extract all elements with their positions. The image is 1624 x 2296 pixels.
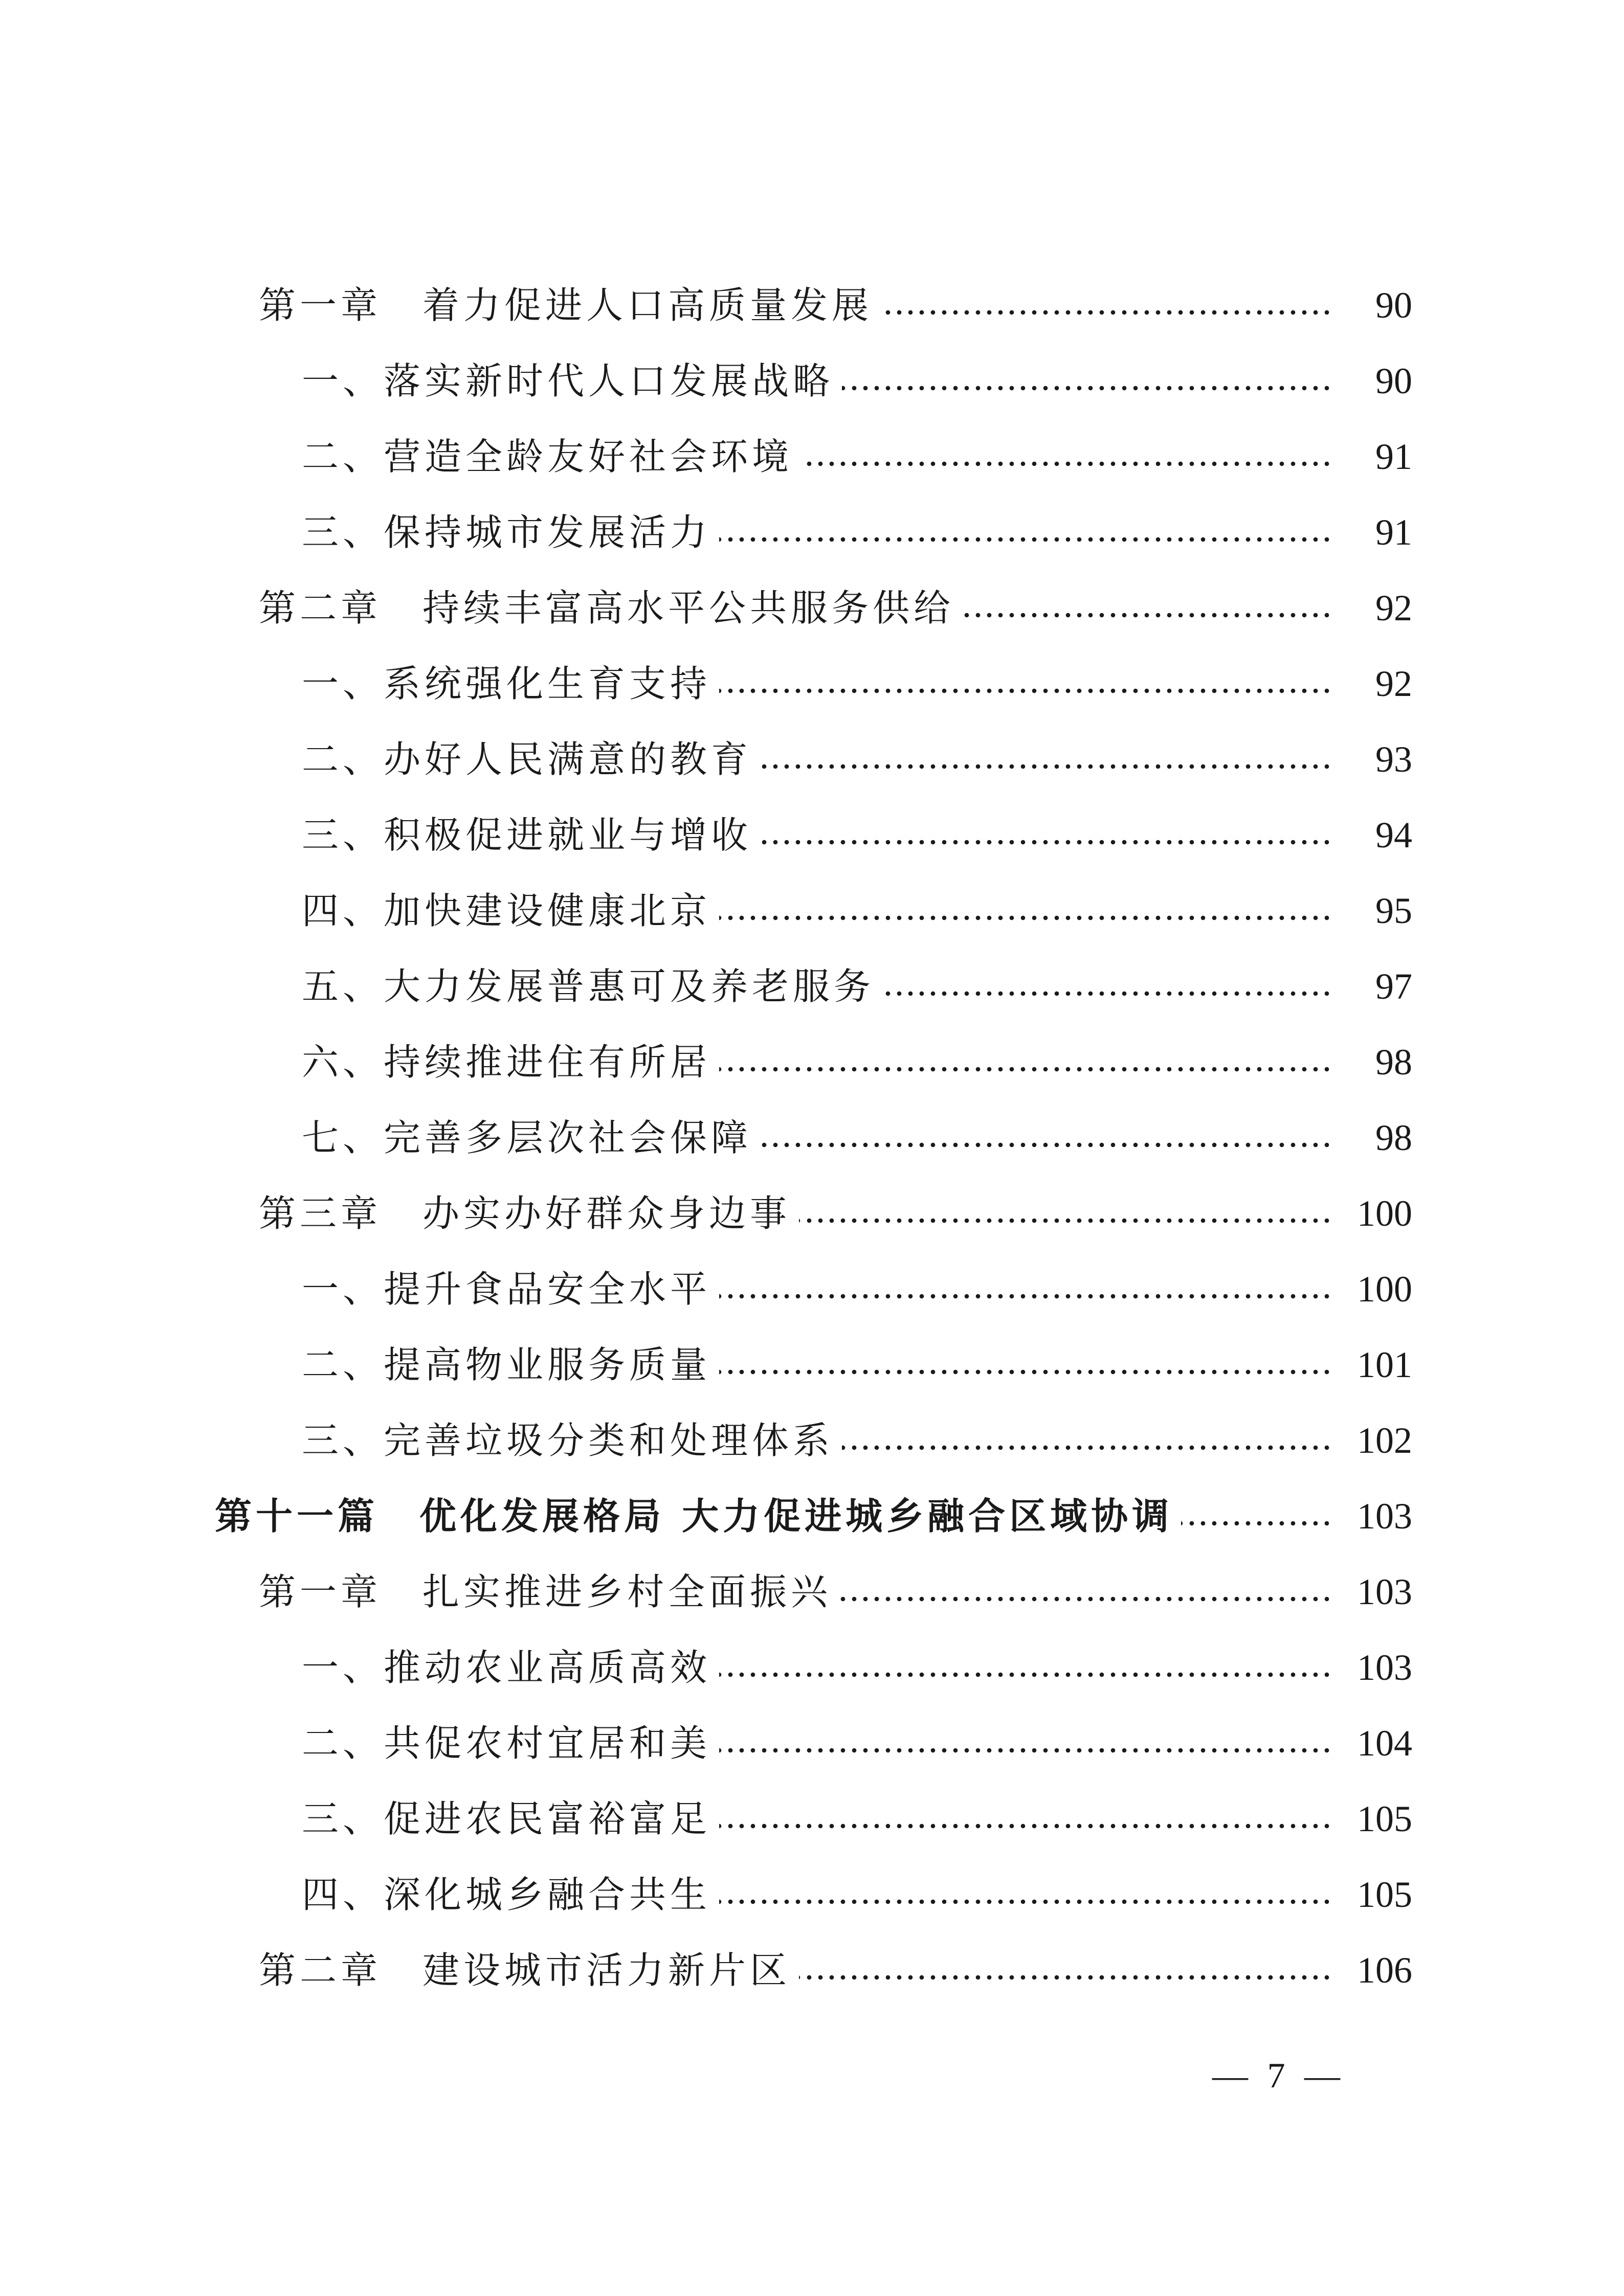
toc-entry-page: 98 <box>1375 1042 1412 1083</box>
toc-entry-title: 二、办好人民满意的教育 <box>302 738 752 781</box>
dot-leader <box>881 309 1332 316</box>
toc-entry[interactable] <box>259 1561 1412 1623</box>
toc-entry-title: 三、促进农民富裕富足 <box>302 1797 711 1840</box>
toc-entry[interactable] <box>302 1410 1412 1471</box>
toc-entry[interactable] <box>302 653 1412 714</box>
toc-entry-title: 第二章 持续丰富高水平公共服务供给 <box>259 587 955 629</box>
toc-entry[interactable] <box>259 275 1412 336</box>
toc-entry-page: 103 <box>1357 1647 1412 1688</box>
toc-entry-page: 100 <box>1357 1193 1412 1234</box>
dot-leader <box>799 1974 1332 1981</box>
toc-entry-page: 102 <box>1357 1420 1412 1461</box>
toc-entry[interactable] <box>302 1031 1412 1093</box>
dot-leader <box>719 687 1332 694</box>
toc-entry[interactable] <box>302 1334 1412 1395</box>
toc-entry-title: 第十一篇 优化发展格局 大力促进城乡融合区域协调 <box>215 1495 1173 1538</box>
toc-entry[interactable] <box>302 1258 1412 1320</box>
toc-entry[interactable] <box>302 1864 1412 1925</box>
dot-leader <box>840 1595 1332 1603</box>
toc-entry-page: 106 <box>1357 1950 1412 1991</box>
toc-entry-title: 一、落实新时代人口发展战略 <box>302 359 834 402</box>
toc-entry[interactable] <box>259 1940 1412 2001</box>
toc-entry-title: 二、提高物业服务质量 <box>302 1343 711 1386</box>
toc-entry-title: 六、持续推进住有所居 <box>302 1041 711 1084</box>
toc-entry-page: 101 <box>1357 1344 1412 1385</box>
toc-entry-part[interactable] <box>215 1485 1412 1547</box>
page-number: — 7 — <box>1212 2056 1345 2096</box>
toc-entry-page: 92 <box>1375 663 1412 704</box>
dot-leader <box>719 1822 1332 1830</box>
toc-entry-page: 105 <box>1357 1874 1412 1915</box>
toc-entry-page: 91 <box>1375 436 1412 477</box>
dot-leader <box>883 990 1332 997</box>
toc-entry-title: 第一章 扎实推进乡村全面振兴 <box>259 1570 832 1613</box>
toc-entry-page: 104 <box>1357 1723 1412 1764</box>
dot-leader <box>760 763 1332 770</box>
toc-entry-page: 103 <box>1357 1571 1412 1612</box>
toc-entry-page: 98 <box>1375 1117 1412 1158</box>
toc-entry[interactable] <box>302 1637 1412 1698</box>
toc-entry-page: 103 <box>1357 1496 1412 1537</box>
toc-entry-title: 五、大力发展普惠可及养老服务 <box>302 965 875 1008</box>
toc-entry-title: 二、营造全龄友好社会环境 <box>302 435 793 478</box>
toc-entry-page: 94 <box>1375 815 1412 856</box>
toc-entry-title: 第一章 着力促进人口高质量发展 <box>259 284 873 327</box>
dot-leader <box>719 536 1332 543</box>
toc-entry-title: 二、共促农村宜居和美 <box>302 1722 711 1765</box>
toc-entry-page: 92 <box>1375 588 1412 628</box>
dot-leader <box>801 460 1332 467</box>
toc-entry[interactable] <box>302 350 1412 412</box>
toc-entry-page: 93 <box>1375 739 1412 780</box>
dot-leader <box>760 839 1332 846</box>
toc-entry-page: 91 <box>1375 512 1412 553</box>
toc-entry-title: 三、积极促进就业与增收 <box>302 814 752 857</box>
toc-entry-page: 90 <box>1375 361 1412 401</box>
dot-leader <box>842 385 1332 392</box>
dot-leader <box>719 1368 1332 1376</box>
toc-entry-title: 四、加快建设健康北京 <box>302 889 711 932</box>
toc-entry-page: 97 <box>1375 966 1412 1007</box>
dot-leader <box>719 1066 1332 1073</box>
toc-entry-page: 95 <box>1375 890 1412 931</box>
toc-entry[interactable] <box>259 577 1412 639</box>
toc-entry-page: 90 <box>1375 285 1412 326</box>
dot-leader <box>760 1141 1332 1149</box>
dot-leader <box>842 1444 1332 1451</box>
dot-leader <box>719 1898 1332 1905</box>
dot-leader <box>1181 1520 1332 1527</box>
toc-entry-title: 第二章 建设城市活力新片区 <box>259 1949 791 1992</box>
toc-entry-title: 四、深化城乡融合共生 <box>302 1873 711 1916</box>
toc-entry-title: 一、系统强化生育支持 <box>302 662 711 705</box>
toc-entry-title: 三、保持城市发展活力 <box>302 511 711 554</box>
toc-entry-title: 一、提升食品安全水平 <box>302 1268 711 1311</box>
toc-entry[interactable] <box>302 426 1412 487</box>
dot-leader <box>963 612 1332 619</box>
toc-entry-title: 七、完善多层次社会保障 <box>302 1116 752 1159</box>
toc-entry[interactable] <box>302 956 1412 1017</box>
toc-entry[interactable] <box>302 880 1412 941</box>
toc-entry-title: 第三章 办实办好群众身边事 <box>259 1192 791 1235</box>
toc-entry-title: 一、推动农业高质高效 <box>302 1646 711 1689</box>
dot-leader <box>719 914 1332 921</box>
toc-entry[interactable] <box>302 1713 1412 1774</box>
toc-entry-title: 三、完善垃圾分类和处理体系 <box>302 1419 834 1462</box>
toc-entry-page: 105 <box>1357 1798 1412 1839</box>
toc-entry[interactable] <box>302 502 1412 563</box>
dot-leader <box>719 1293 1332 1300</box>
dot-leader <box>799 1217 1332 1224</box>
toc-entry[interactable] <box>302 1107 1412 1168</box>
dot-leader <box>719 1747 1332 1754</box>
toc-entry[interactable] <box>302 804 1412 866</box>
toc-entry-page: 100 <box>1357 1269 1412 1310</box>
toc-entry[interactable] <box>302 1788 1412 1850</box>
toc-entry[interactable] <box>302 729 1412 790</box>
dot-leader <box>719 1671 1332 1678</box>
toc-entry[interactable] <box>259 1183 1412 1244</box>
